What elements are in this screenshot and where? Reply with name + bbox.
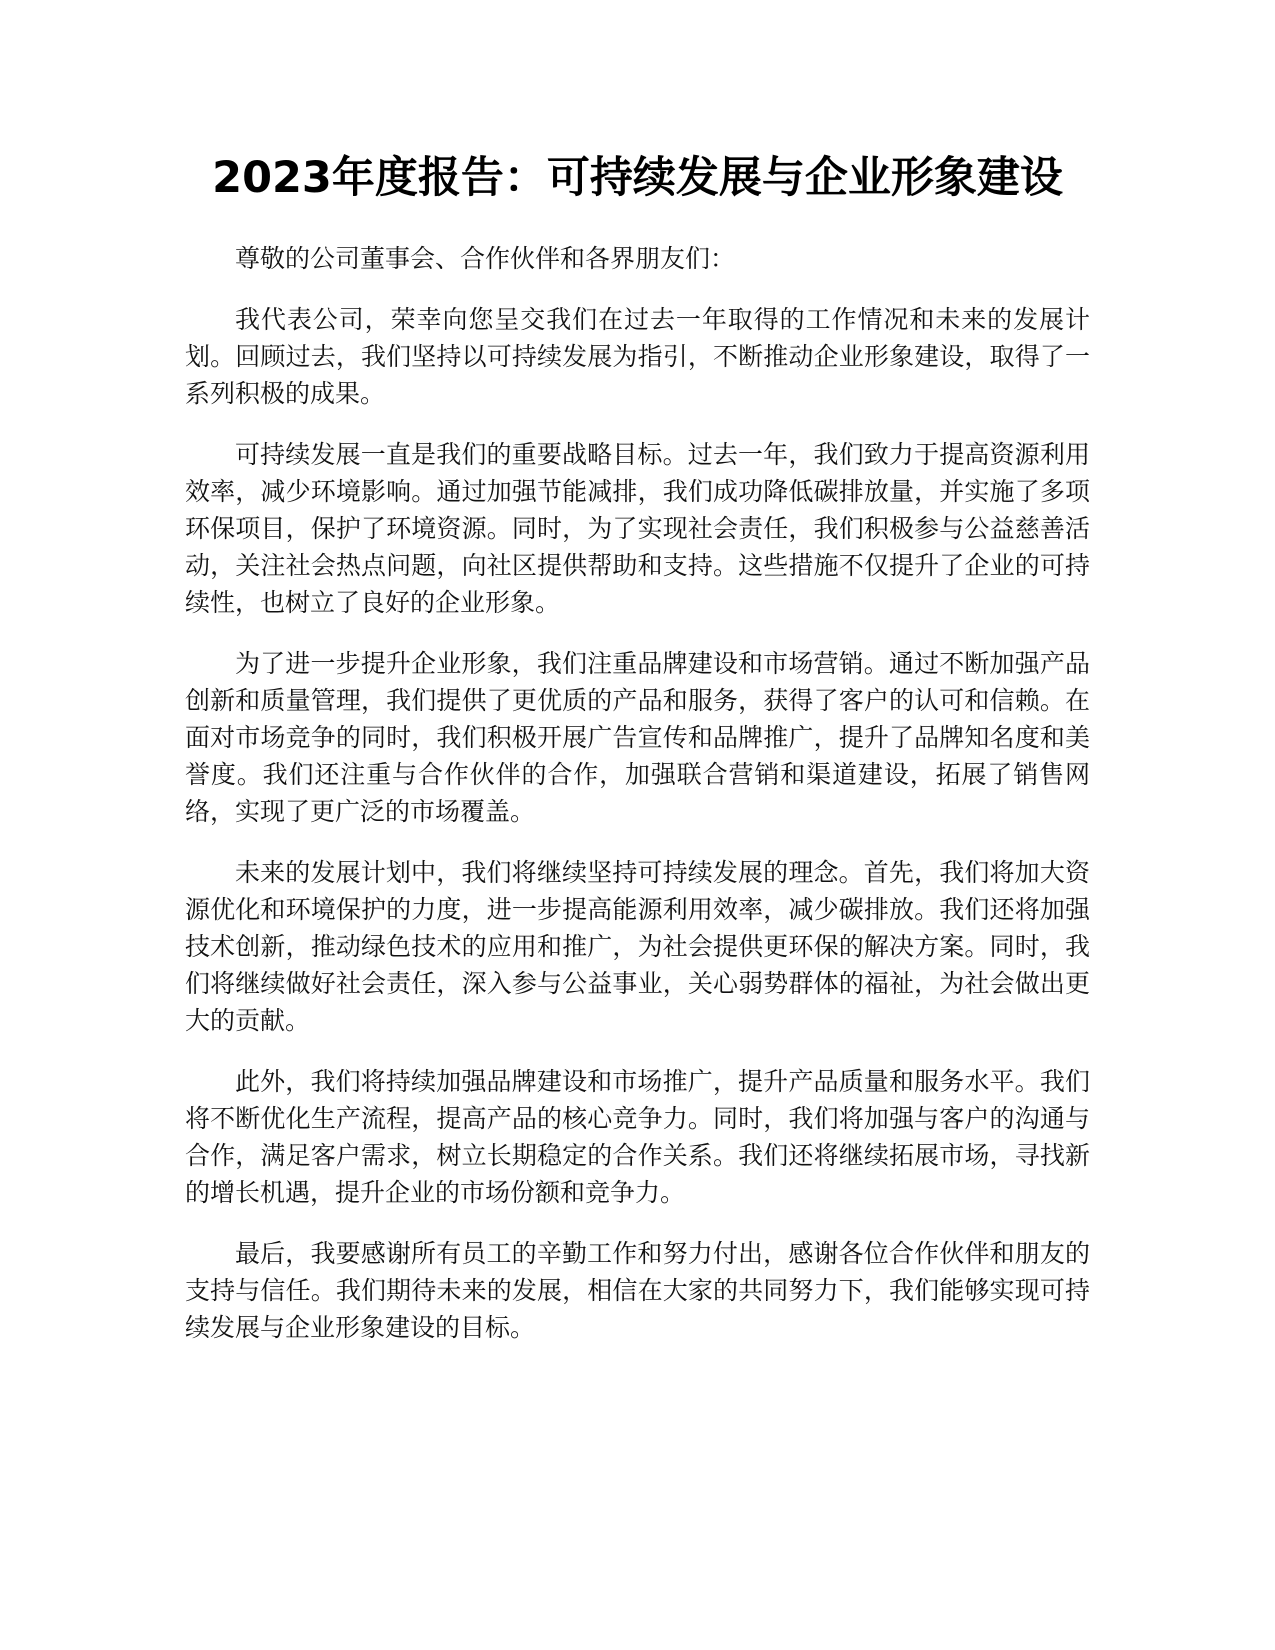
paragraph-brand-image: 为了进一步提升企业形象，我们注重品牌建设和市场营销。通过不断加强产品创新和质量管理，我们提供了更优质的产品和服务，获得了客户的认可和信赖。在面对市场竞争的同时，我们积极开展广告宣传和品牌推广，提升了品牌知名度和美誉度。我们还注重与合作伙伴的合作，加强联合营销和渠道建设，拓展了销售网络，实现了更广泛的市场覆盖。 [185,649,1090,826]
paragraph-intro: 我代表公司，荣幸向您呈交我们在过去一年取得的工作情况和未来的发展计划。回顾过去，我们坚持以可持续发展为指引，不断推动企业形象建设，取得了一系列积极的成果。 [185,305,1090,408]
document-body [185,240,1090,1370]
paragraph-closing: 最后，我要感谢所有员工的辛勤工作和努力付出，感谢各位合作伙伴和朋友的支持与信任。我们期待未来的发展，相信在大家的共同努力下，我们能够实现可持续发展与企业形象建设的目标。 [185,1239,1090,1342]
document-title: 2023年度报告：可持续发展与企业形象建设 [212,153,1063,203]
paragraph-future-plan: 未来的发展计划中，我们将继续坚持可持续发展的理念。首先，我们将加大资源优化和环境保护的力度，进一步提高能源利用效率，减少碳排放。我们还将加强技术创新，推动绿色技术的应用和推广，为社会提供更环保的解决方案。同时，我们将继续做好社会责任，深入参与公益事业，关心弱势群体的福祉，为社会做出更大的贡献。 [185,858,1090,1035]
paragraph-salutation: 尊敬的公司董事会、合作伙伴和各界朋友们： [235,244,736,273]
paragraph-market-promotion: 此外，我们将持续加强品牌建设和市场推广，提升产品质量和服务水平。我们将不断优化生产流程，提高产品的核心竞争力。同时，我们将加强与客户的沟通与合作，满足客户需求，树立长期稳定的合作关系。我们还将继续拓展市场，寻找新的增长机遇，提升企业的市场份额和竞争力。 [185,1067,1090,1207]
paragraph-sustainability: 可持续发展一直是我们的重要战略目标。过去一年，我们致力于提高资源利用效率，减少环境影响。通过加强节能减排，我们成功降低碳排放量，并实施了多项环保项目，保护了环境资源。同时，为了实现社会责任，我们积极参与公益慈善活动，关注社会热点问题，向社区提供帮助和支持。这些措施不仅提升了企业的可持续性，也树立了良好的企业形象。 [185,440,1090,617]
